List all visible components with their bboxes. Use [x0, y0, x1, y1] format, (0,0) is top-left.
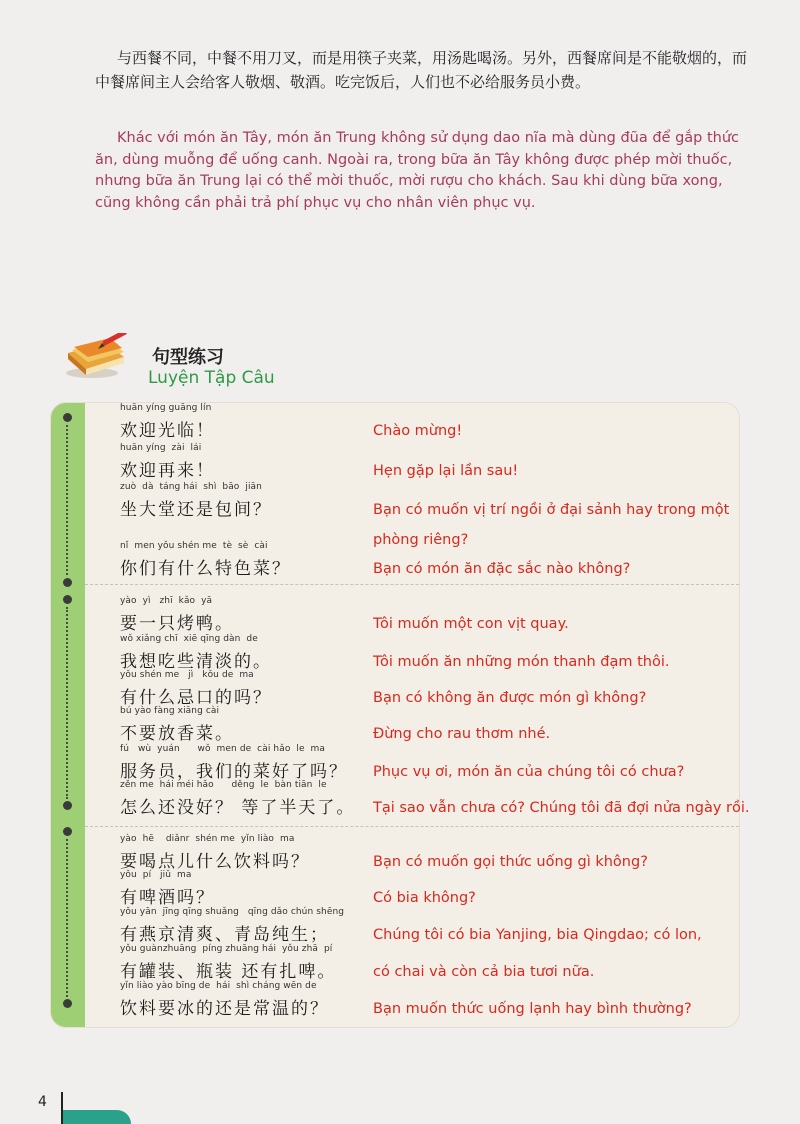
translation: Đừng cho rau thơm nhé. — [373, 726, 551, 742]
chinese-sentence: 要喝点儿什么饮料吗？ — [120, 852, 310, 872]
sentence-row — [120, 907, 780, 947]
sentence-row — [120, 981, 780, 1021]
translation: Bạn có không ăn được món gì không? — [373, 690, 647, 706]
chinese-sentence: 有啤酒吗？ — [120, 888, 215, 908]
pinyin: yǐn liào yào bīng de hái shì cháng wēn de — [120, 981, 317, 991]
translation: có chai và còn cả bia tươi nữa. — [373, 964, 595, 980]
panel-sidebar — [51, 403, 85, 1027]
group-bullet — [63, 999, 72, 1008]
translation: Chào mừng! — [373, 423, 463, 439]
pinyin: huān yíng zài lái — [120, 443, 202, 453]
chinese-sentence: 怎么还没好？ 等了半天了。 — [120, 798, 356, 818]
pinyin: zěn me hái méi hǎo děng le bàn tiān le — [120, 780, 327, 790]
translation-continued: phòng riêng? — [373, 532, 469, 548]
sentence-row — [120, 834, 780, 874]
chinese-sentence: 服务员，我们的菜好了吗？ — [120, 762, 348, 782]
translation: Phục vụ ơi, món ăn của chúng tôi có chưa? — [373, 764, 685, 780]
chinese-sentence: 我想吃些清淡的。 — [120, 652, 272, 672]
translation: Có bia không? — [373, 890, 476, 906]
pinyin: yǒu guànzhuāng píng zhuāng hái yǒu zhā pí — [120, 944, 333, 954]
chinese-sentence: 欢迎再来！ — [120, 461, 215, 481]
chinese-sentence: 要一只烤鸭。 — [120, 614, 234, 634]
chinese-sentence: 有燕京清爽、青岛纯生； — [120, 925, 329, 945]
sentence-row — [120, 596, 780, 636]
chinese-sentence: 坐大堂还是包间？ — [120, 500, 272, 520]
sentence-row — [120, 870, 780, 910]
page-corner-tab — [63, 1110, 131, 1124]
group-divider — [85, 584, 739, 585]
intro-vietnamese-paragraph: Khác với món ăn Tây, món ăn Trung không sử dụng dao nĩa mà dùng đũa để gắp thức ăn, dùng muỗng để uống canh. Ngoài ra, trong bữa ăn Tây không được phép mời thuốc, nhưng bữa ăn Trung lại có thể mời thuốc, mời rượu cho khách. Sau khi dùng bữa xong, cũng không cần phải trả phí phục vụ cho nhân viên phục vụ. — [95, 130, 740, 211]
translation: Tại sao vẫn chưa có? Chúng tôi đã đợi nửa ngày rồi. — [373, 800, 750, 816]
translation: Chúng tôi có bia Yanjing, bia Qingdao; có lon, — [373, 927, 702, 943]
translation: Bạn muốn thức uống lạnh hay bình thường? — [373, 1001, 692, 1017]
pinyin: zuò dà táng hái shì bāo jiān — [120, 482, 262, 492]
pinyin: yǒu pí jiǔ ma — [120, 870, 192, 880]
translation: Tôi muốn một con vịt quay. — [373, 616, 569, 632]
sentence-row — [120, 744, 780, 784]
pinyin: yào yì zhī kǎo yā — [120, 596, 213, 606]
pinyin: huān yíng guāng lín — [120, 403, 212, 413]
section-title-vietnamese: Luyện Tập Câu — [148, 368, 275, 388]
group-bullet — [63, 595, 72, 604]
dotted-line — [66, 607, 68, 799]
chinese-sentence: 饮料要冰的还是常温的？ — [120, 999, 329, 1019]
translation: Bạn có muốn vị trí ngồi ở đại sảnh hay trong một — [373, 502, 730, 518]
group-bullet — [63, 413, 72, 422]
dotted-line — [66, 839, 68, 997]
sentence-row — [120, 944, 780, 984]
sentence-row — [120, 443, 780, 483]
chinese-sentence: 欢迎光临！ — [120, 421, 215, 441]
pinyin: fú wù yuán wǒ men de cài hǎo le ma — [120, 744, 325, 754]
group-bullet — [63, 578, 72, 587]
intro-chinese-paragraph: 与西餐不同，中餐不用刀叉，而是用筷子夹菜，用汤匙喝汤。另外，西餐席间是不能敬烟的，而中餐席间主人会给客人敬烟、敬酒。吃完饭后，人们也不必给服务员小费。 — [95, 49, 748, 91]
group-bullet — [63, 827, 72, 836]
chinese-sentence: 你们有什么特色菜？ — [120, 559, 291, 579]
sentence-row — [120, 634, 780, 674]
translation: Hẹn gặp lại lần sau! — [373, 463, 519, 479]
pinyin: bú yào fàng xiāng cài — [120, 706, 220, 716]
translation: Tôi muốn ăn những món thanh đạm thôi. — [373, 654, 670, 670]
pinyin: yǒu yān jīng qīng shuǎng qīng dǎo chún shēng — [120, 907, 345, 917]
book-pencil-icon — [62, 333, 132, 381]
group-bullet — [63, 801, 72, 810]
pinyin: yǒu shén me jì kǒu de ma — [120, 670, 254, 680]
sentence-row — [120, 706, 780, 746]
group-divider — [85, 826, 739, 827]
chinese-sentence: 有罐装、瓶装 还有扎啤。 — [120, 962, 337, 982]
chinese-sentence: 有什么忌口的吗？ — [120, 688, 272, 708]
section-title-chinese: 句型练习 — [152, 347, 224, 368]
sentence-row — [120, 670, 780, 710]
translation: Bạn có muốn gọi thức uống gì không? — [373, 854, 648, 870]
translation: Bạn có món ăn đặc sắc nào không? — [373, 561, 631, 577]
pinyin: yào hē diǎnr shén me yǐn liào ma — [120, 834, 295, 844]
sentence-row — [120, 403, 780, 443]
dotted-line — [66, 425, 68, 575]
pinyin: nǐ men yǒu shén me tè sè cài — [120, 541, 268, 551]
pinyin: wǒ xiǎng chī xiē qīng dàn de — [120, 634, 258, 644]
chinese-sentence: 不要放香菜。 — [120, 724, 234, 744]
sentence-row — [120, 780, 780, 820]
sentence-row — [120, 541, 780, 581]
page-number: 4 — [38, 1094, 47, 1110]
